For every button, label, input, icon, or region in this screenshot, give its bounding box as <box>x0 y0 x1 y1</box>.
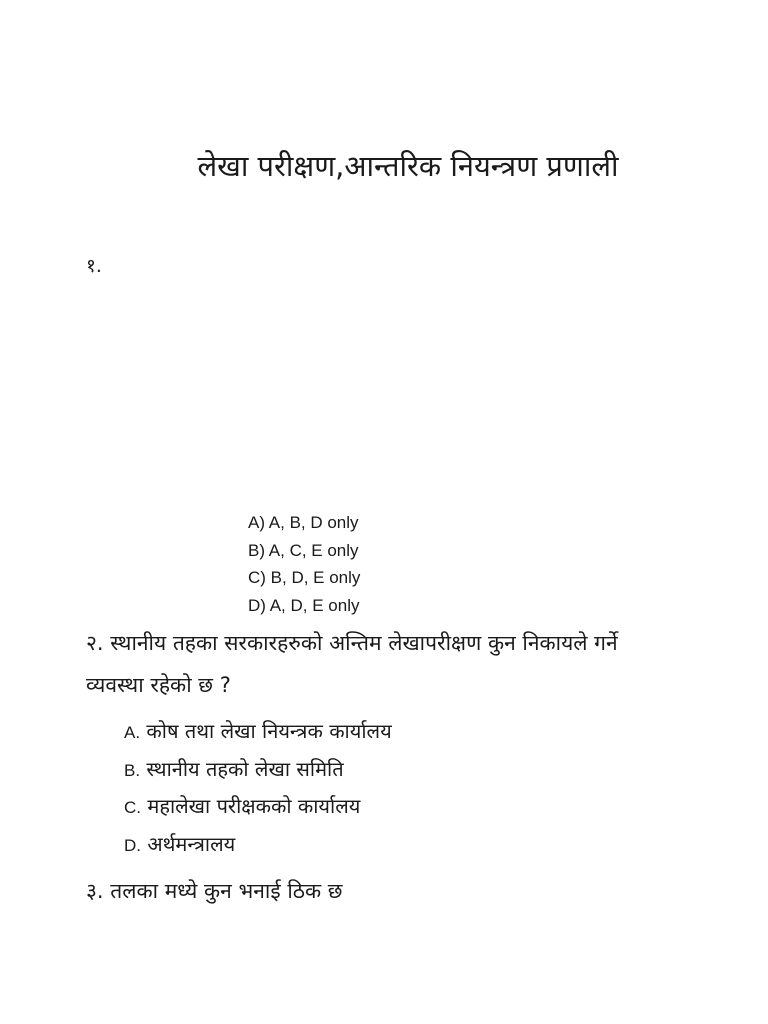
question-1-number: १. <box>86 255 102 277</box>
option-text: स्थानीय तहको लेखा समिति <box>146 756 344 781</box>
question-2-option-d <box>124 826 392 864</box>
question-1-option-b: B) A, C, E only <box>248 540 359 560</box>
question-2-option-c <box>124 788 392 826</box>
question-2-line-2: व्यवस्था रहेको छ ? <box>86 673 231 697</box>
option-letter: D. <box>124 835 141 855</box>
question-2-option-b <box>124 751 392 789</box>
question-2-option-a <box>124 713 392 751</box>
option-letter: A. <box>124 723 141 742</box>
page-title: लेखा परीक्षण,आन्तरिक नियन्त्रण प्रणाली <box>197 149 619 183</box>
option-text: अर्थमन्त्रालय <box>147 831 236 856</box>
option-text: कोष तथा लेखा नियन्त्रक कार्यालय <box>146 719 392 743</box>
option-letter: C. <box>124 798 141 817</box>
question-2 <box>86 622 686 706</box>
question-3-line-1: ३. तलका मध्ये कुन भनाई ठिक छ <box>86 879 343 903</box>
question-2-options <box>124 713 392 863</box>
question-2-line-1: २. स्थानीय तहका सरकारहरुको अन्तिम लेखापरीक्षण कुन निकायले गर्ने <box>86 631 618 655</box>
question-1-options <box>248 509 360 619</box>
option-letter: B. <box>124 760 141 780</box>
question-1-option-c: C) B, D, E only <box>248 568 361 587</box>
question-1-option-d: D) A, D, E only <box>248 595 360 615</box>
question-3 <box>86 870 686 912</box>
option-text: महालेखा परीक्षकको कार्यालय <box>147 794 361 818</box>
question-1-option-a: A) A, B, D only <box>248 513 359 532</box>
